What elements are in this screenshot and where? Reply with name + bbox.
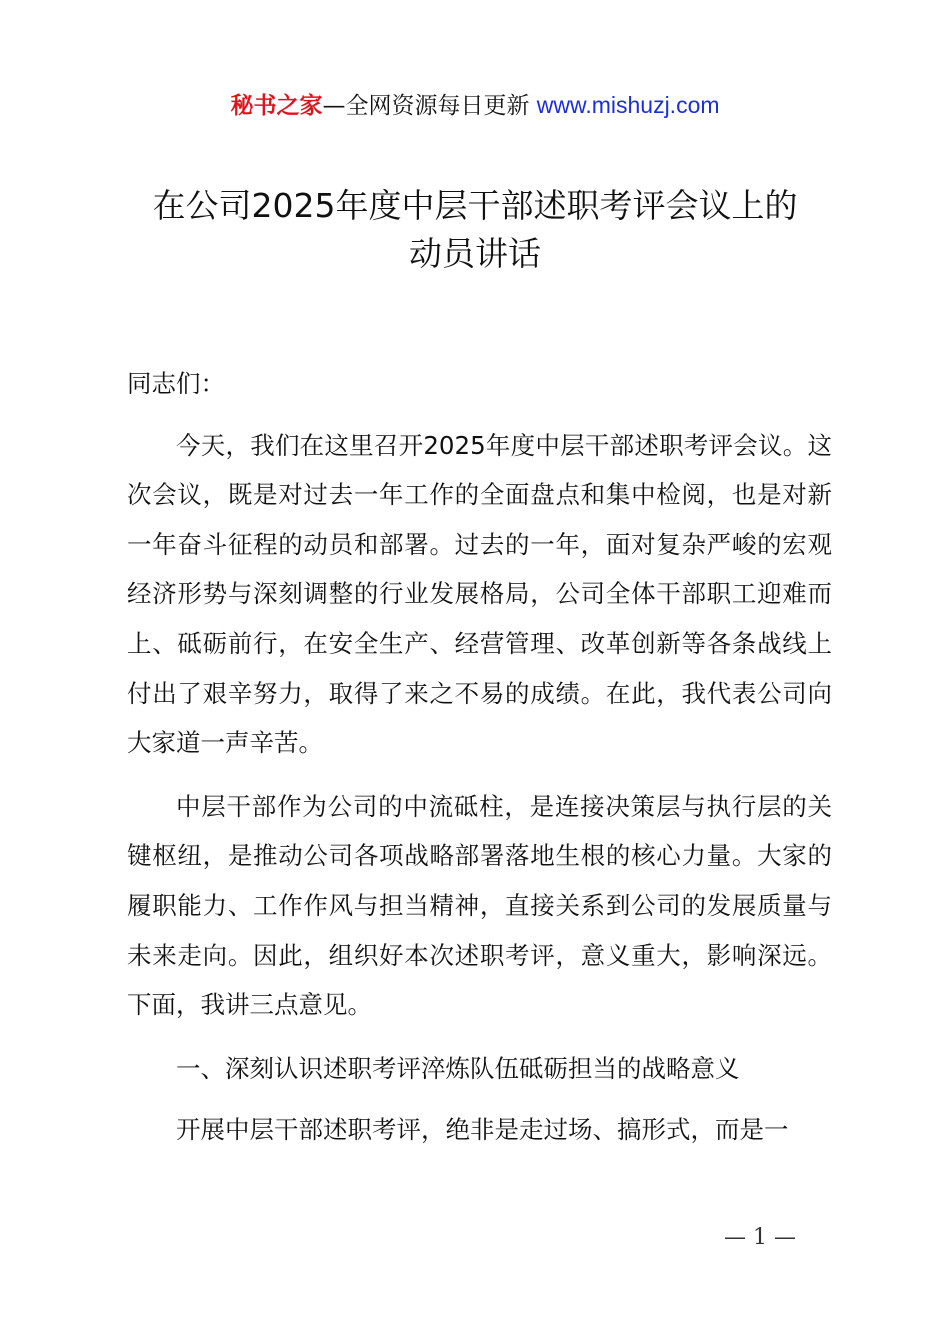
header-tagline: —全网资源每日更新 bbox=[322, 93, 530, 119]
title-line-2: 动员讲话 bbox=[409, 234, 541, 273]
paragraph-1: 今天，我们在这里召开2025年度中层干部述职考评会议。这次会议，既是对过去一年工作的全面盘点和集中检阅，也是对新一年奋斗征程的动员和部署。过去的一年，面对复杂严峻的宏观经济形势与深刻调整的行业发展格局，公司全体干部职工迎难而上、砥砺前行，在安全生产、经营管理、改革创新等各条战线上付出了艰辛努力，取得了来之不易的成绩。在此，我代表公司向大家道一声辛苦。 bbox=[127, 430, 832, 758]
paragraph-2: 中层干部作为公司的中流砥柱，是连接决策层与执行层的关键枢纽，是推动公司各项战略部署落地生根的核心力量。大家的履职能力、工作作风与担当精神，直接关系到公司的发展质量与未来走向。因此，组织好本次述职考评，意义重大，影响深远。下面，我讲三点意见。 bbox=[127, 791, 832, 1020]
title-line-1: 在公司2025年度中层干部述职考评会议上的 bbox=[152, 186, 798, 225]
paragraph-3: 开展中层干部述职考评，绝非是走过场、搞形式，而是一 bbox=[176, 1115, 789, 1145]
site-url-link[interactable]: www.mishuzj.com bbox=[536, 92, 720, 118]
document-title bbox=[100, 182, 850, 278]
site-header bbox=[0, 88, 950, 123]
page-number: — 1 — bbox=[724, 1225, 796, 1250]
brand-name: 秘书之家 bbox=[230, 93, 323, 119]
salutation: 同志们： bbox=[127, 369, 225, 398]
section-heading-1: 一、深刻认识述职考评淬炼队伍砥砺担当的战略意义 bbox=[176, 1053, 740, 1083]
document-body bbox=[127, 359, 832, 1155]
